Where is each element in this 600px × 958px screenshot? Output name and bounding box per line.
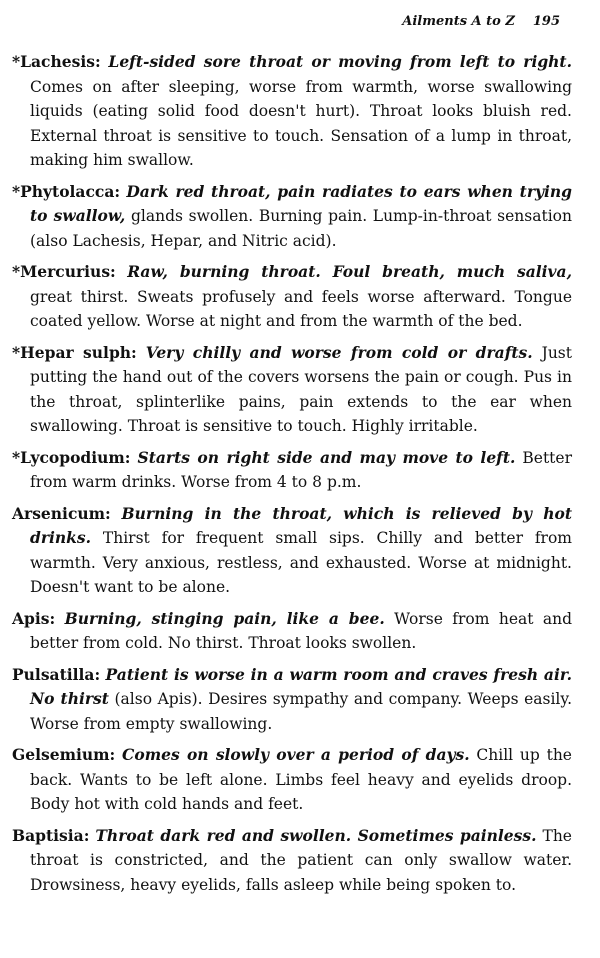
section-title: Ailments A to Z [402,14,515,29]
remedy-description: Comes on after sleeping, worse from warmth, worse swallowing liquids (eating solid food doesn't hurt). Throat looks bluish red. External throat is sensitive to touch. Sensation of a lump in throat, making him swallow. [30,77,572,169]
remedy-name: *Mercurius: [12,262,116,281]
remedy-entry-gelsemium [12,743,572,817]
remedy-description: glands swollen. Burning pain. Lump-in-throat sensation (also Lachesis, Hepar, and Nitric acid). [30,207,572,250]
remedy-description: Better from warm drinks. Worse from 4 to 8 p.m. [30,448,572,491]
remedy-name: Arsenicum: [12,503,111,523]
keynote: Dark red throat, pain radiates to ears when trying to swallow, [30,181,572,225]
keynote: Starts on right side and may move to left. [137,447,516,467]
keynote: Throat dark red and swollen. Sometimes painless. [95,825,537,845]
remedy-name: Baptisia: [12,825,90,845]
remedy-description: (also Apis). Desires sympathy and company. Weeps easily. Worse from empty swallowing. [30,690,572,733]
keynote: Burning in the throat, which is relieved by hot drinks. [30,503,572,547]
remedy-name: *Phytolacca: [12,181,121,201]
remedy-entry-arsenicum [12,502,572,600]
remedy-name: Pulsatilla: [12,664,101,684]
remedy-name: *Lachesis: [12,52,101,71]
remedy-entry-baptisia [12,824,572,898]
remedy-entry-lachesis [12,50,572,173]
remedy-entry-hepar-sulph [12,341,572,439]
remedy-name: Apis: [12,608,56,628]
keynote: Left-sided sore throat or moving from left to right. [108,52,572,71]
remedy-name: *Lycopodium: [12,447,131,467]
keynote: Raw, burning throat. Foul breath, much saliva, [127,262,572,281]
page-number: 195 [532,14,560,29]
keynote: Burning, stinging pain, like a bee. [64,608,385,628]
keynote: Comes on slowly over a period of days. [122,745,470,764]
remedy-entry-pulsatilla [12,663,572,737]
remedy-name: Gelsemium: [12,745,116,764]
remedy-description: Just putting the hand out of the covers worsens the pain or cough. Pus in the throat, splinterlike pains, pain extends to the ear when swallowing. Throat is sensitive to touch. Highly irritable. [30,343,572,435]
remedy-list [12,50,572,904]
remedy-entry-lycopodium [12,446,572,495]
keynote: Patient is worse in a warm room and craves fresh air. No thirst [30,664,572,708]
remedy-description: great thirst. Sweats profusely and feels worse afterward. Tongue coated yellow. Worse at night and from the warmth of the bed. [30,287,572,330]
remedy-description: The throat is constricted, and the patient can only swallow water. Drowsiness, heavy eyelids, falls asleep while being spoken to. [30,826,572,894]
running-header [402,14,560,29]
remedy-entry-phytolacca [12,180,572,254]
remedy-entry-mercurius [12,260,572,334]
remedy-description: Worse from heat and better from cold. No thirst. Throat looks swollen. [30,609,572,652]
remedy-description: Chill up the back. Wants to be left alone. Limbs feel heavy and eyelids droop. Body hot with cold hands and feet. [30,746,572,813]
remedy-description: Thirst for frequent small sips. Chilly and better from warmth. Very anxious, restless, and exhausted. Worse at midnight. Doesn't want to be alone. [30,529,572,596]
keynote: Very chilly and worse from cold or drafts. [145,342,533,362]
remedy-name: *Hepar sulph: [12,342,137,362]
remedy-entry-apis [12,607,572,656]
